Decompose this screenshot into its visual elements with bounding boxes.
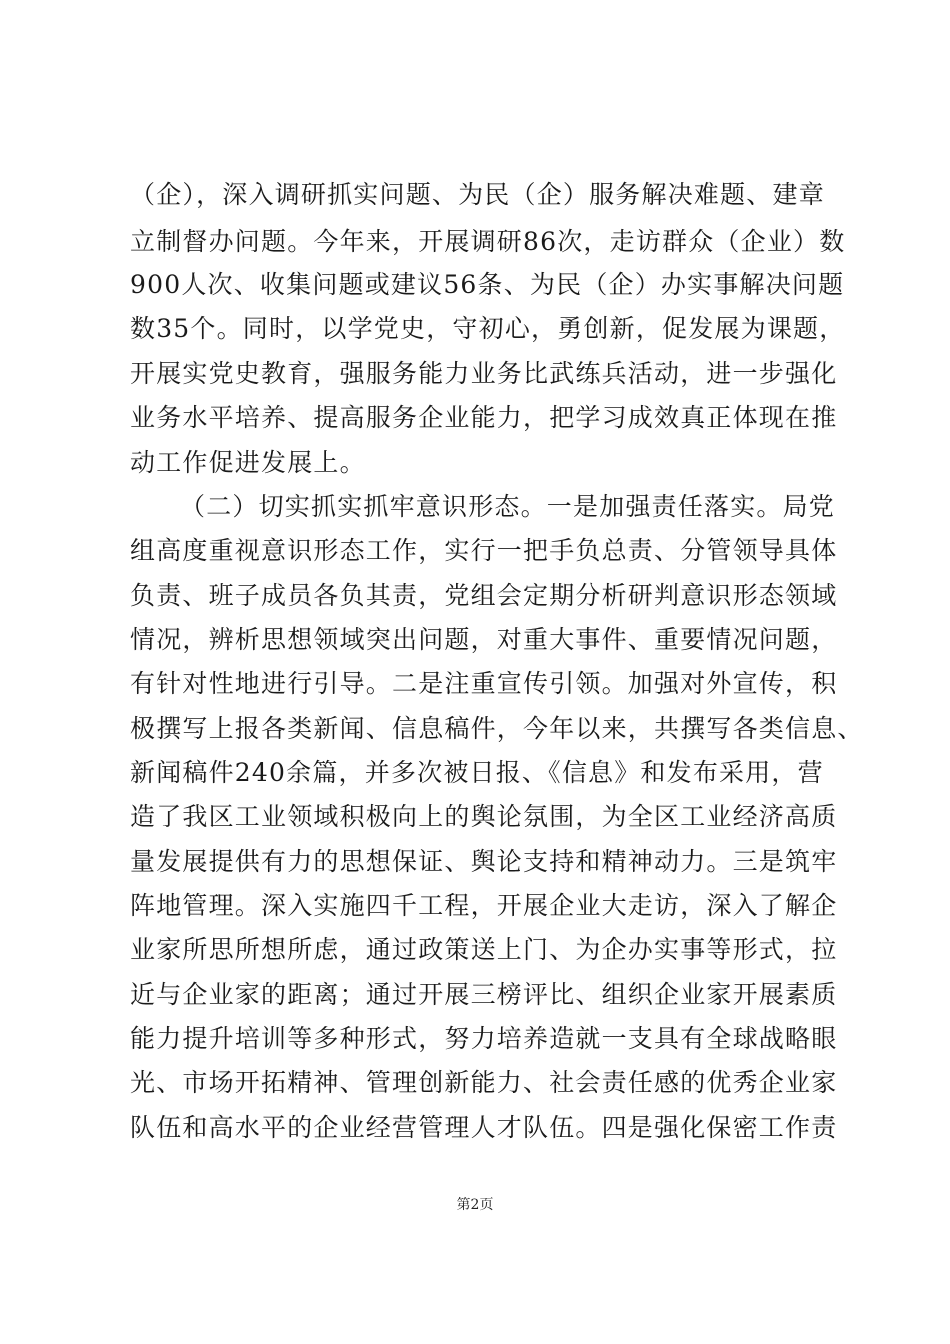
text-line: 有针对性地进行引导。二是注重宣传引领。加强对外宣传，积 (130, 669, 838, 698)
text-line: 能力提升培训等多种形式，努力培养造就一支具有全球战略眼 (130, 1024, 838, 1053)
text-line: 新闻稿件240余篇，并多次被日报、《信息》和发布采用，营 (130, 758, 824, 787)
section-heading-line: （二）切实抓实抓牢意识形态。一是加强责任落实。局党 (180, 492, 836, 521)
text-line: 业务水平培养、提高服务企业能力，把学习成效真正体现在推 (130, 403, 838, 432)
text-line: 近与企业家的距离；通过开展三榜评比、组织企业家开展素质 (130, 980, 838, 1009)
text-line: 造了我区工业领域积极向上的舆论氛围，为全区工业经济高质 (130, 802, 838, 831)
text-line: 负责、班子成员各负其责，党组会定期分析研判意识形态领域 (130, 581, 838, 610)
text-line: 开展实党史教育，强服务能力业务比武练兵活动，进一步强化 (130, 359, 838, 388)
text-line: 极撰写上报各类新闻、信息稿件，今年以来，共撰写各类信息、 (130, 714, 864, 743)
text-line: 组高度重视意识形态工作，实行一把手负总责、分管领导具体 (130, 536, 838, 565)
text-line: 光、市场开拓精神、管理创新能力、社会责任感的优秀企业家 (130, 1068, 838, 1097)
text-line: 900人次、收集问题或建议56条、为民（企）办实事解决问题 (130, 270, 845, 299)
text-line: 情况，辨析思想领域突出问题，对重大事件、重要情况问题， (130, 625, 838, 654)
text-line: 量发展提供有力的思想保证、舆论支持和精神动力。三是筑牢 (130, 847, 838, 876)
text-line: （企），深入调研抓实问题、为民（企）服务解决难题、建章 (130, 180, 825, 209)
text-line: 动工作促进发展上。 (130, 448, 366, 477)
text-line: 立制督办问题。今年来，开展调研86次，走访群众（企业）数 (130, 227, 846, 256)
text-line: 队伍和高水平的企业经营管理人才队伍。四是强化保密工作责 (130, 1113, 838, 1142)
page-number: 第2页 (456, 1197, 494, 1213)
text-line: 业家所思所想所虑，通过政策送上门、为企办实事等形式，拉 (130, 935, 838, 964)
text-line: 数35个。同时，以学党史，守初心，勇创新，促发展为课题， (130, 314, 846, 343)
text-line: 阵地管理。深入实施四千工程，开展企业大走访，深入了解企 (130, 891, 838, 920)
